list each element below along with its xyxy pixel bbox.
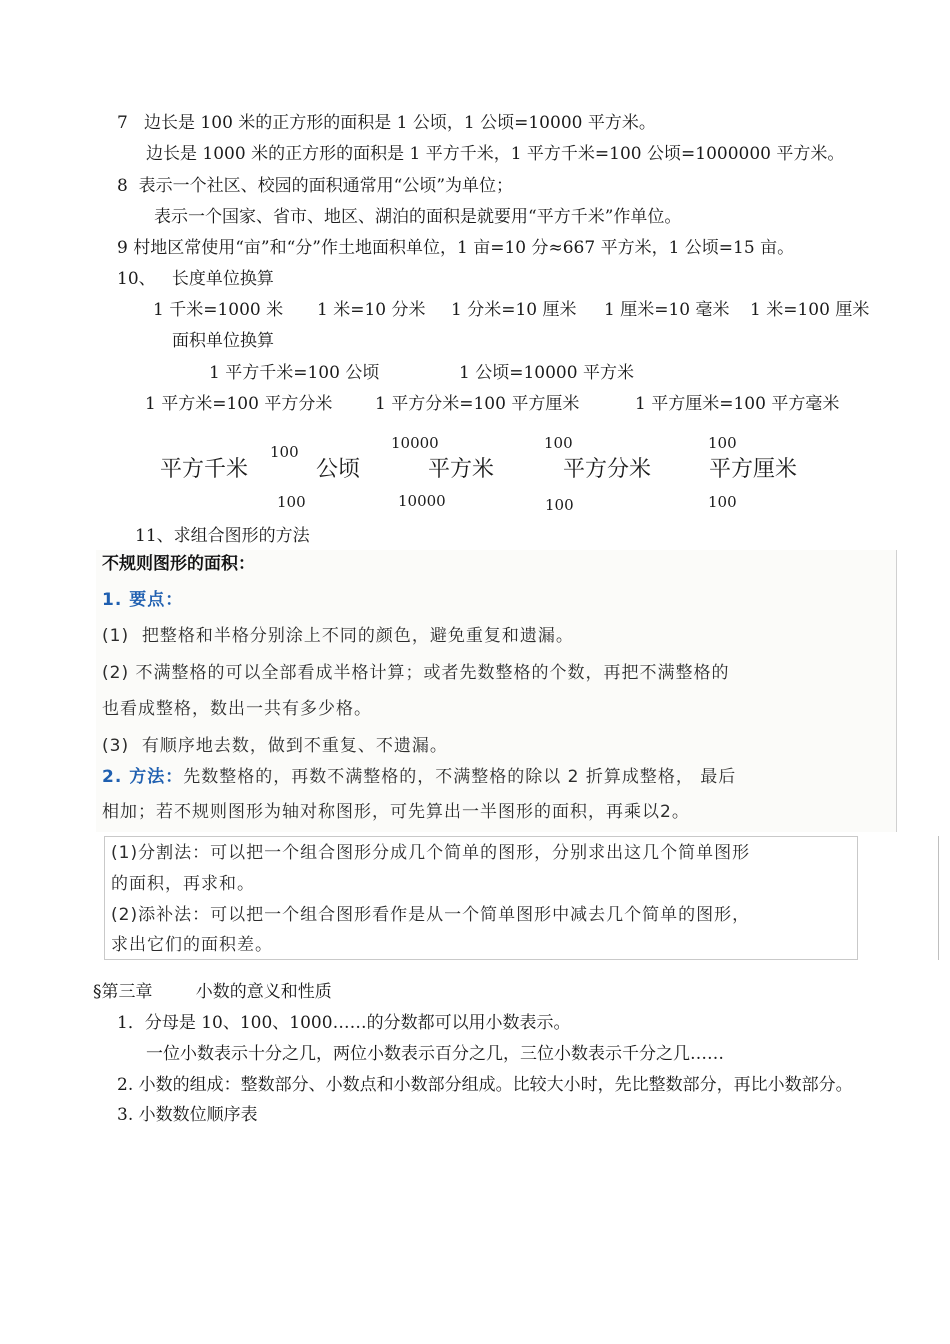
ladder-top-4: 100	[708, 434, 737, 452]
method-label: 2. 方法：	[102, 767, 184, 787]
chapter3-item2: 2. 小数的组成：整数部分、小数点和小数部分组成。比较大小时，先比整数部分，再比小数部分。	[117, 1075, 853, 1095]
key-point-2b: 也看成整格，数出一共有多少格。	[102, 699, 372, 719]
area-conv-4: 1 平方分米=100 平方厘米	[375, 394, 580, 414]
length-conv-2: 1 米=10 分米	[317, 300, 426, 320]
ladder-top-2: 10000	[391, 434, 439, 452]
sec8-line2: 表示一个国家、省市、地区、湖泊的面积是就要用“平方千米”作单位。	[154, 207, 682, 227]
irregular-heading: 不规则图形的面积：	[102, 554, 255, 574]
ladder-bottom-2: 10000	[398, 492, 446, 510]
ladder-top-1: 100	[270, 443, 299, 461]
unit-sq-km: 平方千米	[160, 457, 249, 482]
ladder-bottom-4: 100	[708, 493, 737, 511]
key-point-2a: (2) 不满整格的可以全部看成半格计算；或者先数整格的个数，再把不满整格的	[102, 663, 730, 683]
ladder-top-3: 100	[544, 434, 573, 452]
area-conv-5: 1 平方厘米=100 平方毫米	[635, 394, 840, 414]
sec8-line1: 8 表示一个社区、校园的面积通常用“公顷”为单位；	[117, 176, 514, 196]
unit-hectare: 公顷	[316, 457, 361, 482]
method-text-1: 先数整格的，再数不满整格的，不满整格的除以 2 折算成整格， 最后	[183, 767, 737, 787]
unit-sq-m: 平方米	[428, 457, 495, 482]
area-conv-1: 1 平方千米=100 公顷	[209, 363, 380, 383]
chapter3-item1: 1．分母是 10、100、1000……的分数都可以用小数表示。	[117, 1013, 571, 1033]
split-method-1: (1)分割法：可以把一个组合图形分成几个简单的图形，分别求出这几个简单图形	[111, 843, 751, 863]
unit-sq-cm: 平方厘米	[709, 457, 798, 482]
chapter3-item1b: 一位小数表示十分之几，两位小数表示百分之几，三位小数表示千分之几……	[146, 1044, 724, 1064]
fill-method-2: 求出它们的面积差。	[111, 935, 273, 955]
key-point-3: (3) 有顺序地去数，做到不重复、不遗漏。	[102, 736, 448, 756]
chapter3-item3: 3. 小数数位顺序表	[117, 1105, 258, 1125]
length-conv-3: 1 分米=10 厘米	[451, 300, 577, 320]
chapter3-title: §第三章 小数的意义和性质	[93, 982, 332, 1002]
combo-methods-panel	[104, 836, 858, 960]
key-points-label: 1. 要点：	[102, 590, 184, 610]
ladder-bottom-1: 100	[277, 493, 306, 511]
sec9-line1: 9 村地区常使用“亩”和“分”作土地面积单位，1 亩=10 分≈667 平方米，1 公顷=15 亩。	[117, 238, 795, 258]
length-conv-4: 1 厘米=10 毫米	[604, 300, 730, 320]
divider	[938, 836, 939, 960]
irregular-area-panel	[96, 550, 897, 832]
fill-method-1: (2)添补法：可以把一个组合图形看作是从一个简单图形中减去几个简单的图形，	[111, 905, 751, 925]
area-conv-3: 1 平方米=100 平方分米	[145, 394, 333, 414]
length-conv-5: 1 米=100 厘米	[750, 300, 870, 320]
length-conv-1: 1 千米=1000 米	[153, 300, 284, 320]
ladder-bottom-3: 100	[545, 496, 574, 514]
sec7-line1: 7 边长是 100 米的正方形的面积是 1 公顷，1 公顷=10000 平方米。	[117, 113, 656, 133]
sec10-title: 10、 长度单位换算	[117, 269, 274, 289]
sec11-title: 11、求组合图形的方法	[135, 526, 310, 546]
area-conv-title: 面积单位换算	[172, 331, 274, 351]
unit-sq-dm: 平方分米	[563, 457, 652, 482]
sec7-line2: 边长是 1000 米的正方形的面积是 1 平方千米，1 平方千米=100 公顷=1000000 平方米。	[146, 144, 845, 164]
split-method-2: 的面积，再求和。	[111, 874, 255, 894]
method-line-1	[102, 765, 736, 789]
method-line-2: 相加；若不规则图形为轴对称图形，可先算出一半图形的面积，再乘以2。	[102, 802, 690, 822]
area-conv-2: 1 公顷=10000 平方米	[459, 363, 634, 383]
key-point-1: (1) 把整格和半格分别涂上不同的颜色，避免重复和遗漏。	[102, 626, 574, 646]
